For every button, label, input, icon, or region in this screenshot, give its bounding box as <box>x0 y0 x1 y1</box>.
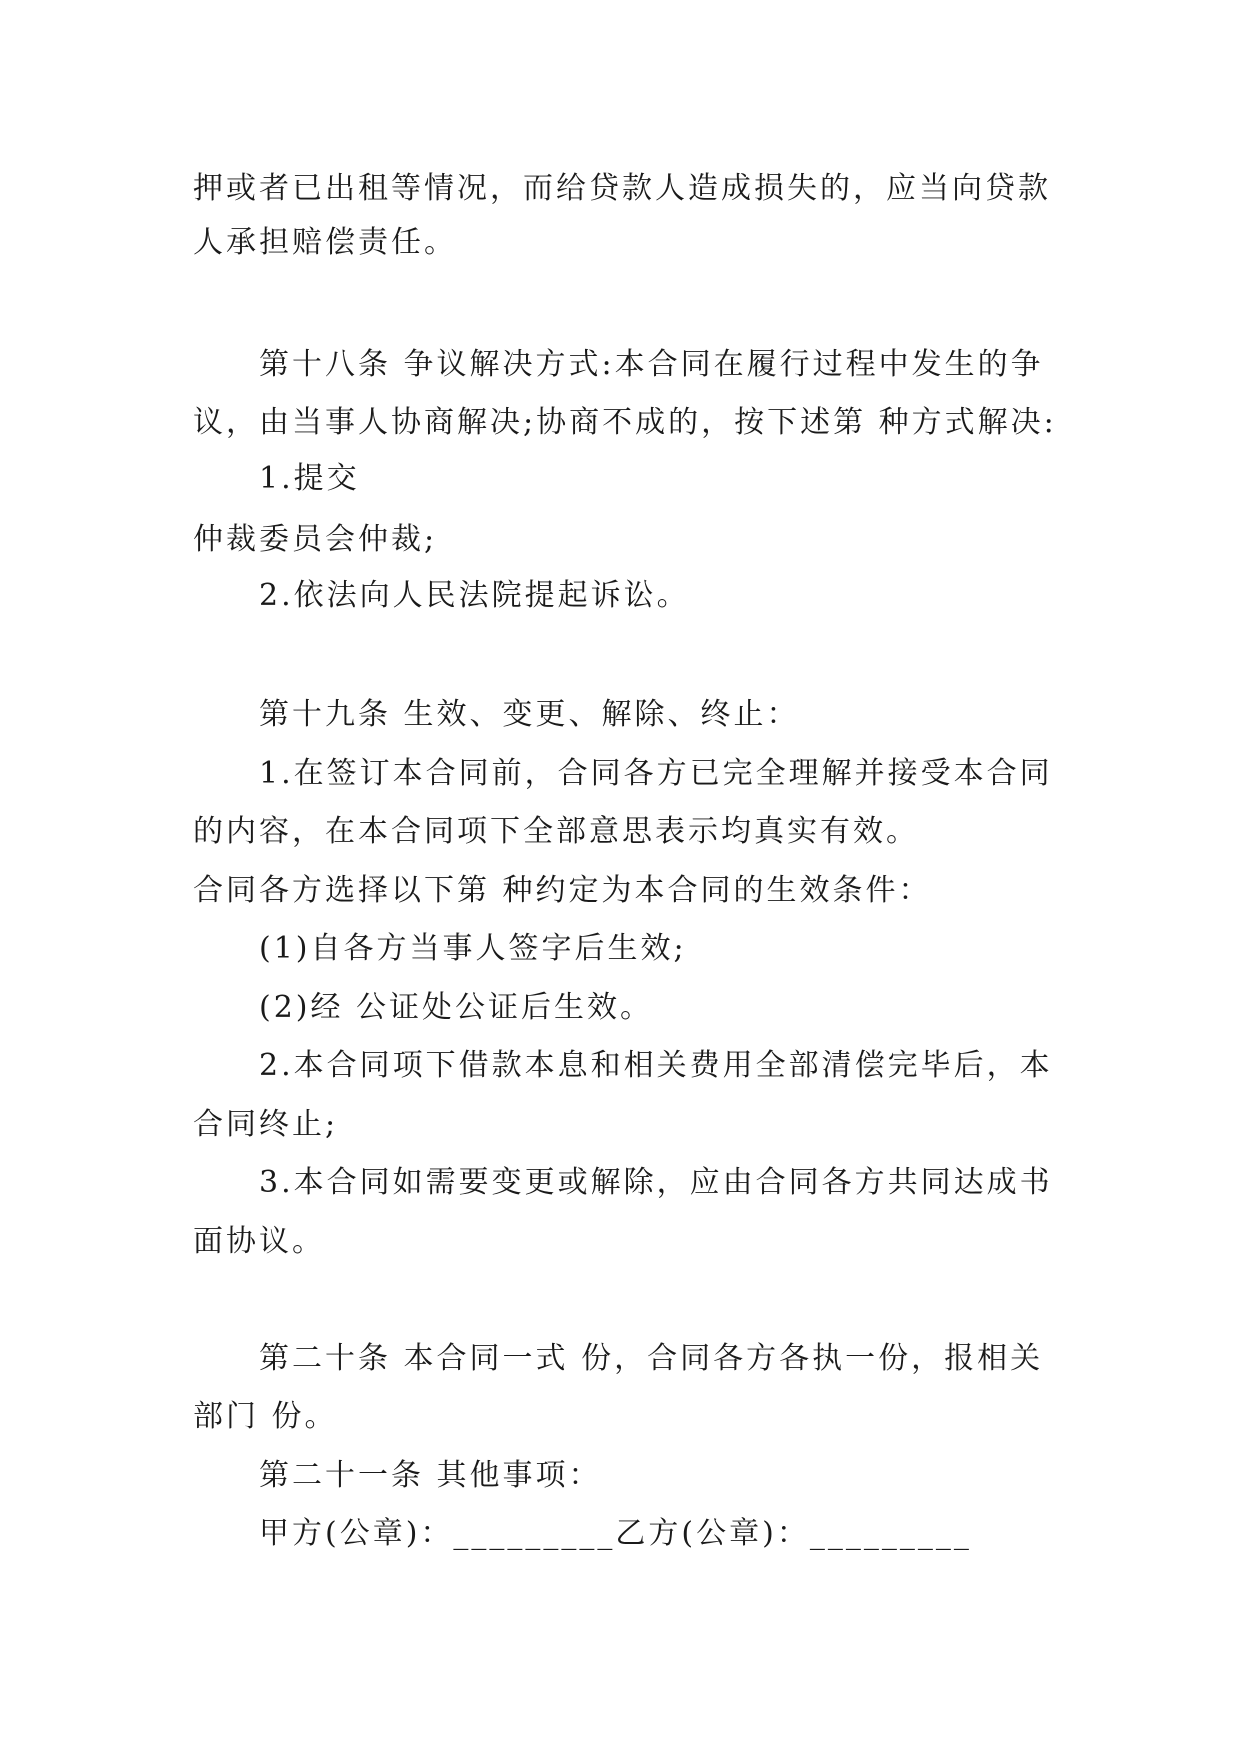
text-line: 的内容，在本合同项下全部意思表示均真实有效。 <box>193 814 919 849</box>
text-line: 合同终止; <box>193 1107 339 1142</box>
list-item: 3.本合同如需要变更或解除，应由合同各方共同达成书 <box>259 1165 1053 1200</box>
article-21-heading: 第二十一条 其他事项： <box>259 1458 602 1493</box>
text-line: 议，由当事人协商解决;协商不成的，按下述第 种方式解决: <box>193 405 1057 440</box>
text-line: 仲裁委员会仲裁; <box>193 522 438 557</box>
list-item: (2)经 公证处公证后生效。 <box>259 990 654 1025</box>
text-line: 人承担赔偿责任。 <box>193 225 457 260</box>
article-20-heading: 第二十条 本合同一式 份，合同各方各执一份，报相关 <box>259 1341 1044 1376</box>
text-line: 面协议。 <box>193 1224 325 1259</box>
article-18-heading: 第十八条 争议解决方式:本合同在履行过程中发生的争 <box>259 347 1044 382</box>
text-line: 押或者已出租等情况，而给贷款人造成损失的，应当向贷款 <box>193 171 1051 206</box>
text-line: 合同各方选择以下第 种约定为本合同的生效条件： <box>193 873 932 908</box>
article-19-heading: 第十九条 生效、变更、解除、终止： <box>259 697 800 732</box>
text-line: 部门 份。 <box>193 1399 338 1434</box>
list-item: 2.本合同项下借款本息和相关费用全部清偿完毕后，本 <box>259 1048 1053 1083</box>
list-item: 1.提交 <box>259 461 360 496</box>
list-item: 2.依法向人民法院提起诉讼。 <box>259 578 690 613</box>
list-item: (1)自各方当事人签字后生效; <box>259 931 687 966</box>
list-item: 1.在签订本合同前，合同各方已完全理解并接受本合同 <box>259 756 1053 791</box>
signature-line: 甲方(公章)：_________乙方(公章)：_________ <box>259 1516 972 1551</box>
